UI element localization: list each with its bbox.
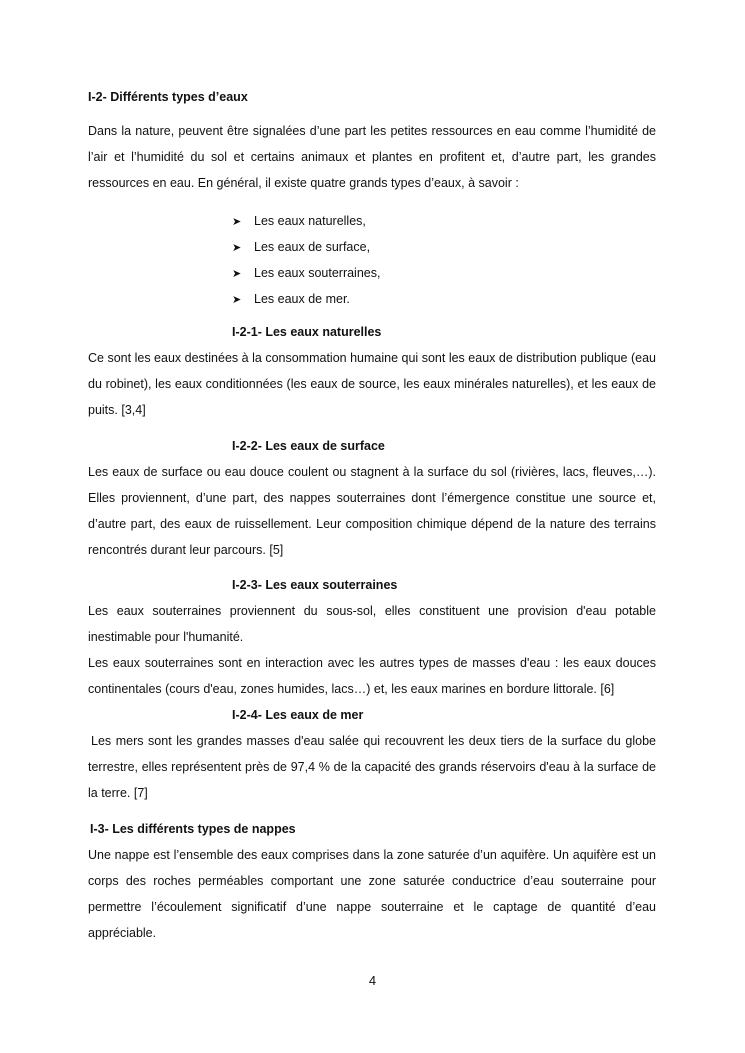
- subsection-text-eaux-de-mer: Les mers sont les grandes masses d'eau salée qui recouvrent les deux tiers de la surface du globe terrestre, elles représentent près de 97,4 % de la capacité des grands réservoirs d'eau à la surface de la terre. [7]: [88, 734, 656, 800]
- arrow-bullet-icon: ➤: [232, 216, 242, 228]
- subsection-text-eaux-souterraines-2: Les eaux souterraines sont en interaction avec les autres types de masses d'eau : les eaux douces continentales (cours d'eau, zones humides, lacs…) et, les eaux marines en bordure littorale. [6]: [88, 656, 656, 696]
- water-types-list: [232, 208, 380, 312]
- subsection-text-eaux-de-surface: Les eaux de surface ou eau douce coulent ou stagnent à la surface du sol (rivières, lacs, fleuves,…). Elles proviennent, d’une part, des nappes souterraines dont l’émergence constitue une source et, d’autre part, des eaux de ruissellement. Leur composition chimique dépend de la nature des terrains rencontrés durant leur parcours. [5]: [88, 465, 656, 557]
- list-item-text: Les eaux de mer.: [254, 292, 350, 306]
- arrow-bullet-icon: ➤: [232, 268, 242, 280]
- list-item: [232, 260, 380, 286]
- section-heading-i2: I-2- Différents types d’eaux: [88, 90, 248, 104]
- subsection-heading-eaux-de-surface: I-2-2- Les eaux de surface: [232, 439, 385, 453]
- list-item: [232, 208, 380, 234]
- subsection-text-eaux-naturelles: Ce sont les eaux destinées à la consommation humaine qui sont les eaux de distribution publique (eau du robinet), les eaux conditionnées (les eaux de source, les eaux minérales naturelles), et les eaux de puits. [3,4]: [88, 351, 656, 417]
- section-i3-text: Une nappe est l’ensemble des eaux comprises dans la zone saturée d’un aquifère. Un aquifère est un corps des roches perméables comportant une zone saturée conductrice d’eau souterraine pour permettre l’écoulement significatif d’une nappe souterraine et le captage de quantité d’eau appréciable.: [88, 848, 656, 940]
- subsection-heading-eaux-souterraines: I-2-3- Les eaux souterraines: [232, 578, 398, 592]
- subsection-text-eaux-souterraines-1: Les eaux souterraines proviennent du sous-sol, elles constituent une provision d'eau potable inestimable pour l'humanité.: [88, 604, 656, 644]
- page-number: 4: [368, 973, 377, 988]
- section-heading-i3: I-3- Les différents types de nappes: [90, 822, 296, 836]
- arrow-bullet-icon: ➤: [232, 242, 242, 254]
- subsection-heading-eaux-de-mer: I-2-4- Les eaux de mer: [232, 708, 364, 722]
- list-item: [232, 234, 380, 260]
- list-item-text: Les eaux naturelles,: [254, 214, 366, 228]
- list-item: [232, 286, 380, 312]
- section-i2-intro: Dans la nature, peuvent être signalées d’une part les petites ressources en eau comme l’humidité de l’air et l’humidité du sol et certains animaux et plantes en profitent et, d’autre part, les grandes ressources en eau. En général, il existe quatre grands types d’eaux, à savoir :: [88, 124, 656, 190]
- subsection-heading-eaux-naturelles: I-2-1- Les eaux naturelles: [232, 325, 382, 339]
- list-item-text: Les eaux de surface,: [254, 240, 371, 254]
- list-item-text: Les eaux souterraines,: [254, 266, 381, 280]
- arrow-bullet-icon: ➤: [232, 294, 242, 306]
